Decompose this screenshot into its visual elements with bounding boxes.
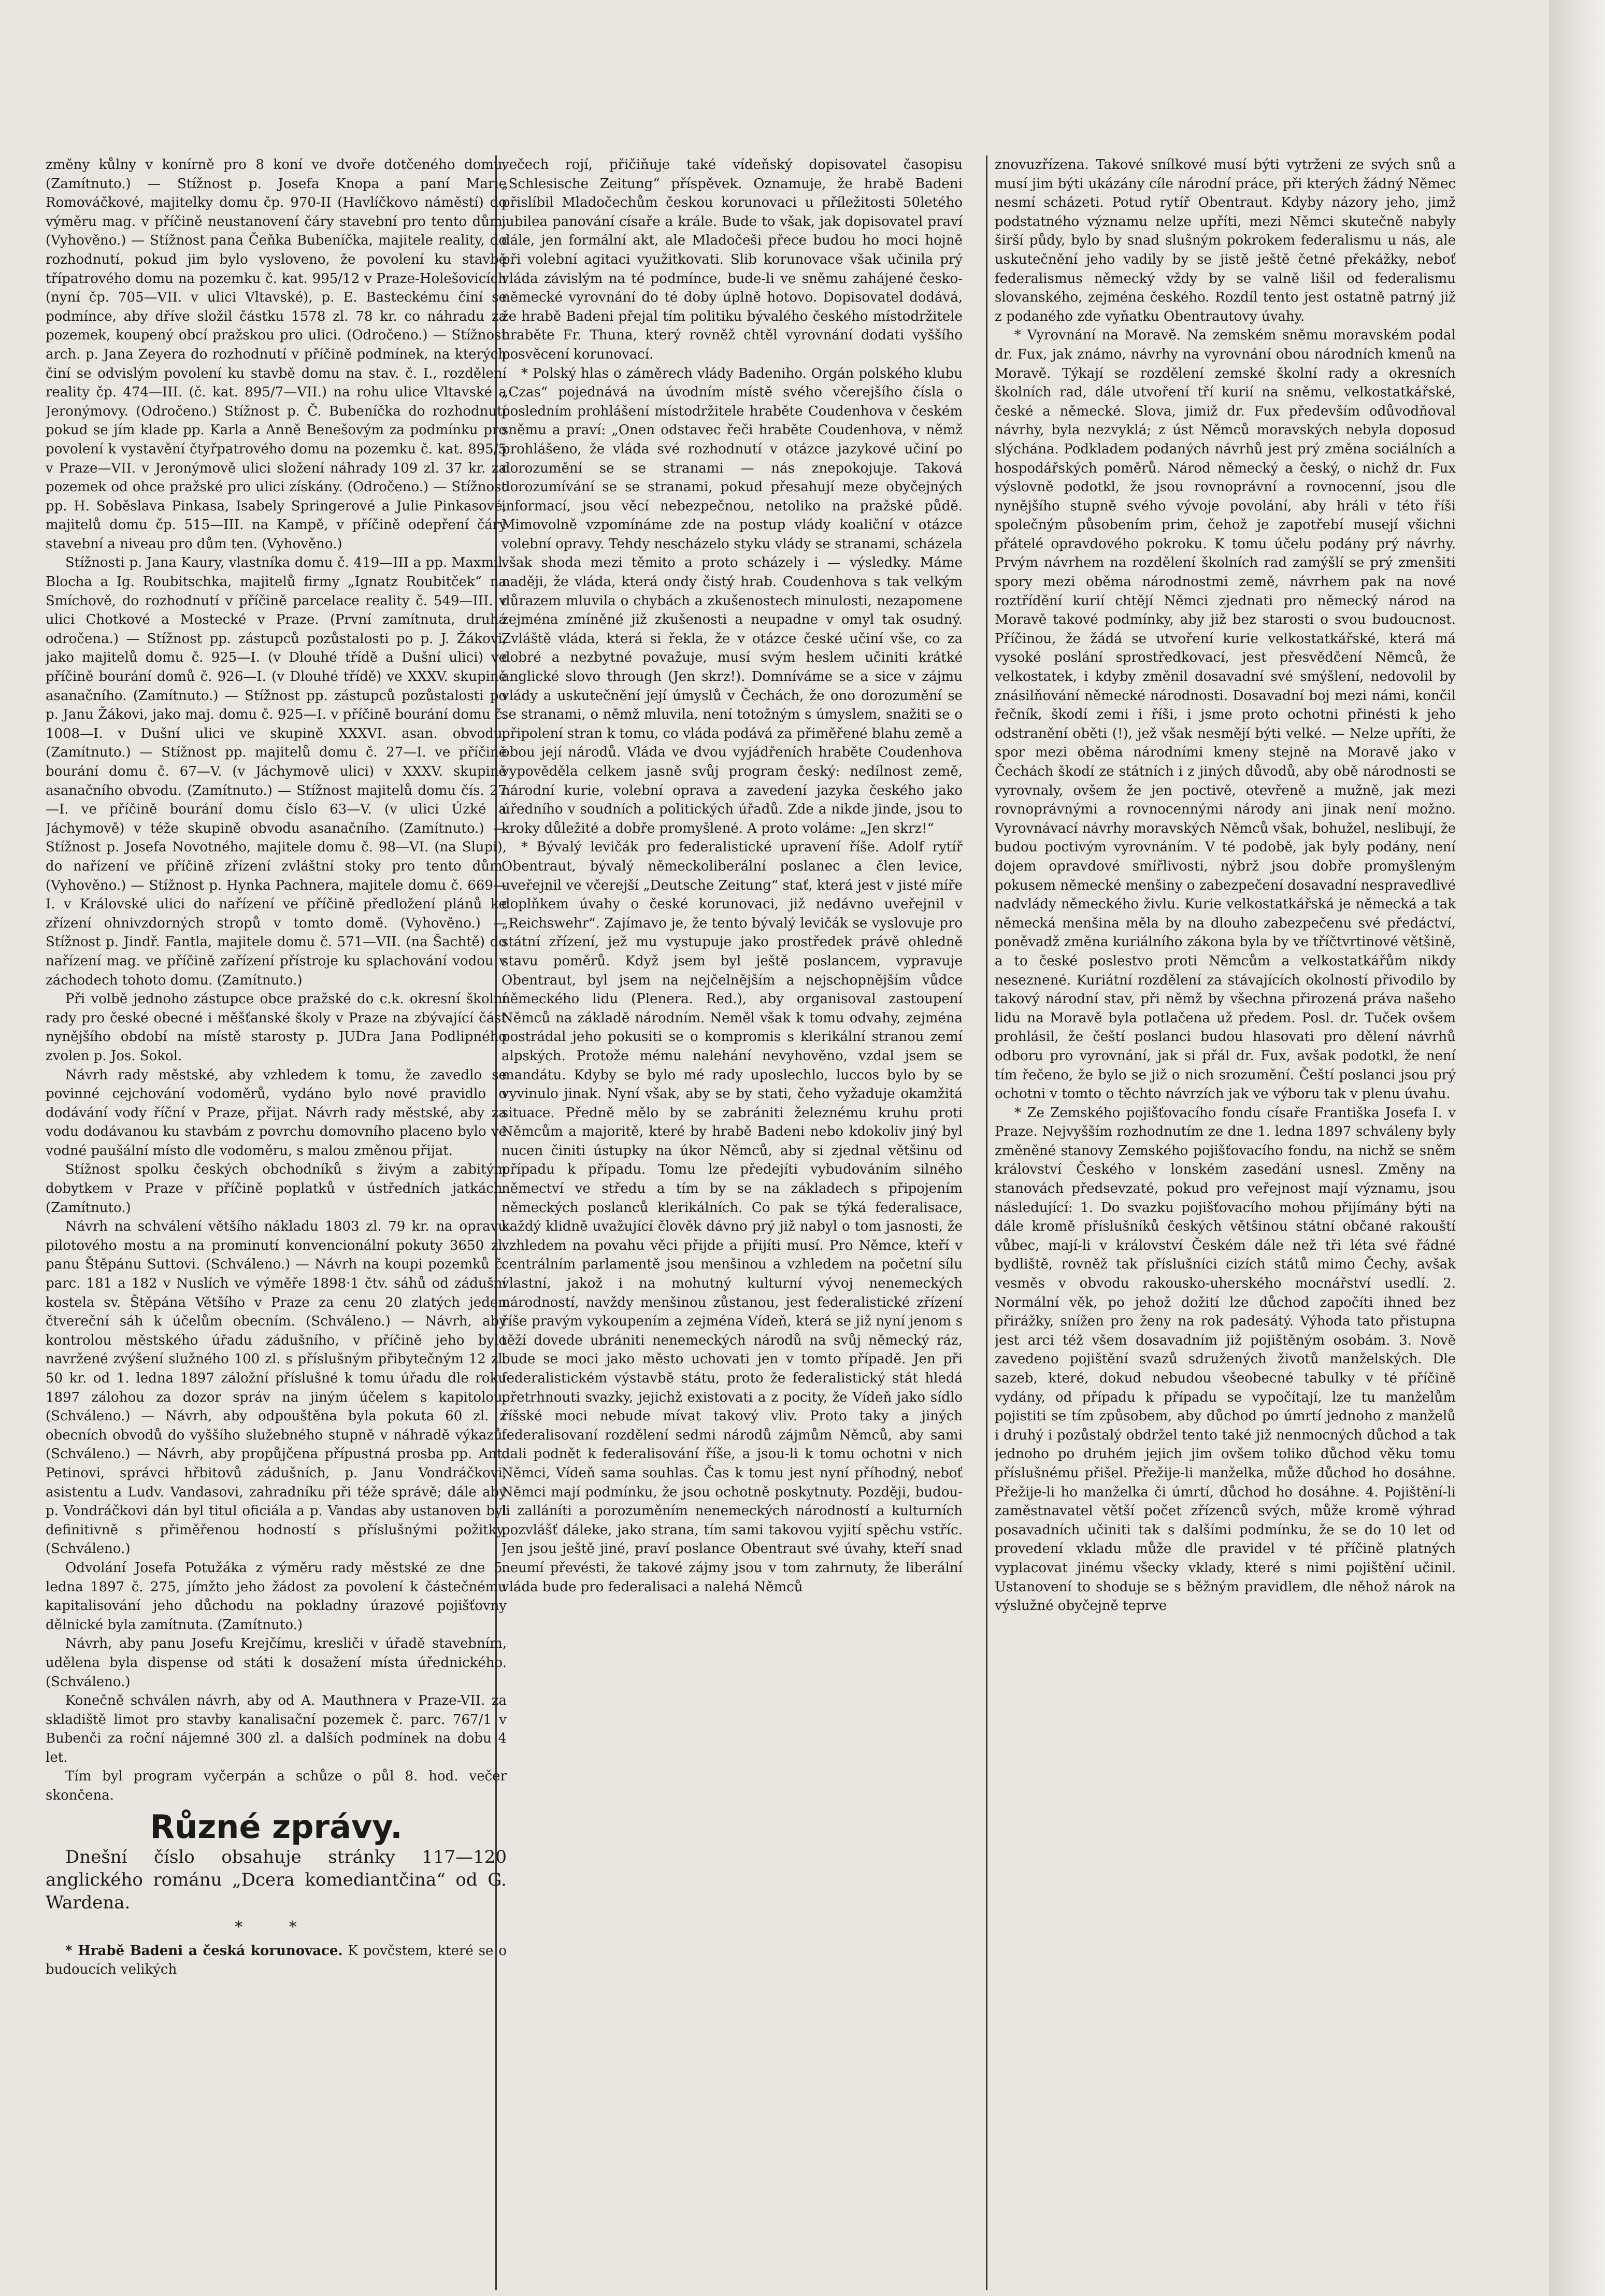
article-headline: * Hrabě Badeni a česká korunovace. xyxy=(65,1943,343,1959)
paragraph: Odvolání Josefa Potužáka z výměru rady městské ze dne 5. ledna 1897 č. 275, jímžto jeho žádost za povolení k částečnému kapitalisování jeho důchodu na pokladny úrazové pojišťovny dělnické byla zamítnuta. (Zamítnuto.) xyxy=(46,1560,507,1633)
paragraph: Návrh rady městské, aby vzhledem k tomu, že zavedlo se povinné cejchování vodoměrů, vydáno bylo nové pravidlo o dodávání vody říční v Praze, přijat. Návrh rady městské, aby za vodu dodávanou ku stavbám z povrchu domovního placeno bylo ve vodné paušální místo dle vodoměru, s malou změnou přijat. xyxy=(46,1067,507,1159)
paragraph: večech rojí, přičiňuje také vídeňský dopisovatel časopisu „Schlesische Zeitung“ příspěvek. Oznamuje, že hrabě Badeni přislíbil Mladočechům českou korunovaci u příležitosti 50letého jubilea panování císaře a krále. Bude to však, jak dopisovatel praví dále, jen formální akt, ale Mladočeši přece budou ho moci hojně při volební agitaci využitkovati. Slib korunovace však učinila prý vláda závislým na té podmínce, bude-li ve sněmu zahájené česko-německé vyrovnání do té doby úplně hotovo. Dopisovatel dodává, že hrabě Badeni přejal tím politiku bývalého českého místodržitele hraběte Fr. Thuna, který rovněž chtěl vyrovnání dodati vyššího posvěcení korunovací. xyxy=(501,157,963,362)
paragraph: Návrh na schválení většího nákladu 1803 zl. 79 kr. na opravu pilotového mostu a na prominutí konvencionální pokuty 3650 zl. panu Štěpánu Suttovi. (Schváleno.) — Návrh na koupi pozemků č. parc. 181 a 182 v Nuslích ve výměře 1898·1 čtv. sáhů od zádušní kostela sv. Štěpána Většího v Praze za cenu 20 zlatých jeden čtvereční sáh k účelům obecním. (Schváleno.) — Návrh, aby kontrolou městského úřadu zádušního, v příčině jeho bylo navržené zvýšení služného 100 zl. s příslušným přibytečným 12 zl. 50 kr. od 1. ledna 1897 záložní příslušné k tomu úřadu dle roku 1897 zálohou za dozor správ na jiným účelem s kapitolou. (Schváleno.) — Návrh, aby odpouštěna byla pokuta 60 zl. z obecních obvodů do vyššího služebného stupně v náhradě výkazů. (Schváleno.) — Návrh, aby propůjčena přípustná prosba pp. Ant. Petinovi, správci hřbitovů zádušních, p. Janu Vondráčkovi, asistentu a Ludv. Vandasovi, zahradníku při téže správě; dále aby p. Vondráčkovi dán byl titul oficiála a p. Vandas aby ustanoven byl definitivně s přiměřenou hodností s příslušnými požitky. (Schváleno.) xyxy=(46,1219,507,1557)
paragraph: Při volbě jednoho zástupce obce pražské do c.k. okresní školní rady pro české obecné i měšťanské školy v Praze na zbývající část nynějšího období na místě starosty p. JUDra Jana Podlipného zvolen p. Jos. Sokol. xyxy=(46,991,507,1064)
section-divider: * * xyxy=(235,1918,318,1937)
paragraph: znovuzřízena. Takové snílkové musí býti vytrženi ze svých snů a musí jim býti ukázány cíle národní práce, při kterých žádný Němec nesmí scházeti. Potud rytíř Obentraut. Kdyby názory jeho, jimž podstatného významu nelze upříti, mezi Němci skutečně nabyly širší půdy, bylo by snad slušným pokrokem federalismu u nás, ale uskutečnění jeho vadily by se jistě ještě četné překážky, neboť federalismus německý vždy by se valně lišil od federalismu slovanského, zejména českého. Rozdíl tento jest ostatně patrný již z podaného zde vyňatku Obentrautovy úvahy. xyxy=(995,157,1456,324)
paragraph: * Vyrovnání na Moravě. Na zemském sněmu moravském podal dr. Fux, jak známo, návrhy na vyrovnání obou národních kmenů na Moravě. Týkají se rozdělení zemské školní rady a okresních školních rad, dále utvoření tří kurií na sněmu, velkostatkářské, české a německé. Slova, jimiž dr. Fux především odůvodňoval návrhy, byla nezvyklá; z úst Němců moravských nebyla doposud slýchána. Podkladem podaných návrhů jest prý změna sociálních a hospodářských poměrů. Národ německý a český, o nichž dr. Fux výslovně podotkl, že jsou rovnoprávní a rovnocenní, jsou dle nynějšího stupně svého vývoje povolání, aby hráli v této říši společným působením prim, čehož je zapotřebí musejí všichni přátelé opravdového pokroku. K tomu účelu podány prý návrhy. Prvým návrhem na rozdělení školních rad zamýšlí se prý zmenšiti spory mezi oběma národnostmi země, návrhem pak na nové roztřídění kurií chtějí Němci zjednati pro německý národ na Moravě takové podmínky, aby již bez starosti o svou budoucnost. Příčinou, že žádá se utvoření kurie velkostatkářské, která má vysoké poslání sprostředkovací, jest přesvědčení Němců, že velkostatek, i kdyby změnil dosavadní své smýšlení, nedovolil by znásilňování německé národnosti. Dosavadní boj mezi námi, končil řečník, škodí zemi i říši, i jsme proto ochotni přinésti k jeho odstranění oběti (!), jež však nesmějí býti velké. — Nelze upříti, že spor mezi oběma národními kmeny stejně na Moravě jako v Čechách škodí ze státních i z jiných důvodů, aby obě národnosti se vyrovnaly, ovšem že jen poctivě, otevřeně a mužně, jak mezi rovnoprávnými a rovnocennými národy ani jinak není možno. Vyrovnávací návrhy moravských Němců však, bohužel, neslibují, že budou poctivým vyrovnáním. V té podobě, jak byly podány, není dojem opravdové smířlivosti, nýbrž jsou dobře promyšleným pokusem německé menšiny o zabezpečení dosavadní nespravedlivé nadvlády německého živlu. Kurie velkostatkářská je německá a tak německá menšina měla by na dlouho zabezpečenu své předáctví, poněvadž změna kuriálního zákona byla by ve tříčtvrtinové většině, a to české poslestvo proti Němcům a velkostatkářům nikdy neseznené. Kuriátní rozdělení za stávajících okolností přivodilo by takový národní stav, při němž by všechna přirozená práva našeho lidu na Moravě byla potlačena už předem. Posl. dr. Tuček ovšem prohlásil, že čeští poslanci budou hlasovati pro dělení návrhů odboru pro vyrovnání, jak si přál dr. Fux, avšak podotkl, že není tím řečeno, že bylo se již o nich srozumění. Čeští poslanci jsou prý ochotni v tomto o těchto návrzích jak ve výboru tak v plenu úvahu. xyxy=(995,327,1456,1102)
paragraph: * Ze Zemského pojišťovacího fondu císaře Františka Josefa I. v Praze. Nejvyšším rozhodnutím ze dne 1. ledna 1897 schváleny byly změněné stanovy Zemského pojišťovacího fondu, na nichž se sněm království Českého v lonském zasedání usnesl. Změny na stanovách předsevzaté, pokud pro veřejnost mají významu, jsou následující: 1. Do svazku pojišťovacího mohou přijímány býti na dále kromě příslušníků českých většinou státní občané rakouští vůbec, mají-li v království Českém dále než tři léta své řádné bydliště, rovněž tak příslušníci cizích států mimo Čechy, avšak vesměs v obvodu rakousko-uherského mocnářství usedlí. 2. Normální věk, po jehož dožití lze důchod započíti ihned bez přirážky, snížen pro ženy na rok padesátý. Výhoda tato přistupna jest arci též všem dosavadním již pojištěným osobám. 3. Nově zavedeno pojištění svazů sdružených životů manželských. Dle sazeb, které, dokud nebudou všeobecné tabulky v té příčině vydány, od případu k případu se vypočítají, lze tu manželům pojistiti se tím způsobem, aby důchod po úmrtí jednoho z manželů i druhý i pozůstalý obdržel tento také již nenmocných důchod a tak jednoho po druhém jejich jim ovšem toliko důchod věku tomu příslušnému přišel. Přežije-li manželka, může důchod ho dosáhne. Přežije-li ho manželka či úmrtí, důchod ho dosáhne. 4. Pojištění-li zaměstnavatel větší počet zřízenců svých, může kromě výhrad posavadních učiniti tak s dalšími podmínku, že se do 10 let od provedení vkladu může dle pravidel v té příčině platných vyplacovat jinému všecky vklady, které s nimi pojištění učinil. Ustanovení to shoduje se s běžným pravidlem, dle něhož nárok na výslužné obyčejně teprve xyxy=(995,1105,1456,1614)
paragraph: Návrh, aby panu Josefu Krejčímu, kresliči v úřadě stavebním, udělena byla dispense od státi k dosažení místa úřednického. (Schváleno.) xyxy=(46,1636,507,1690)
paragraph: * Polský hlas o záměrech vlády Badeniho. Orgán polského klubu „Czas“ pojednává na úvodním místě svého včerejšího čísla o posledním prohlášení místodržitele hraběte Coudenhova v českém sněmu a praví: „Onen odstavec řeči hraběte Coudenhova, v němž prohlášeno, že vláda své rozhodnutí v otázce jazykové učiní po dorozumění se se stranami — nás znepokojuje. Taková dorozumívání se se stranami, pokud přesahují meze obyčejných informací, jsou věcí nebezpečnou, netoliko na pražské půdě. Mimovolně vzpomínáme zde na postup vlády koaliční v otázce volební opravy. Tehdy nescházelo styku vlády se stranami, scházela však shoda mezi těmito a proto scházely i — výsledky. Máme naději, že vláda, která ondy čistý hrab. Coudenhova s tak velkým důrazem mluvila o chybách a zkušenostech minulosti, nezapomene zejména zmíněné již zkušenosti a neupadne v omyl tak osudný. Zvláště vláda, která si řekla, že v otázce české učiní vše, co za dobré a nezbytné považuje, musí svým heslem učiniti krátké anglické slovo through (Jen skrz!). Domníváme se a sice v zájmu vlády a uskutečnění její úmyslů v Čechách, že ono dorozumění se se stranami, o němž mluvila, není totožným s úmyslem, snažiti se o připolení stran k tomu, co vláda podává za přiměřené blahu země a obou její národů. Vláda ve dvou vyjádřeních hraběte Coudenhova vypověděla celkem jasně svůj program český: nedílnost země, národní kurie, volební oprava a zavedení jazyka českého jako úředního v soudních a politických úřadů. Zde a nikde jinde, jsou to kroky důležité a dobře promyšlené. A proto voláme: „Jen skrz!“ xyxy=(501,365,963,836)
column-2 xyxy=(501,155,963,2290)
paragraph: Konečně schválen návrh, aby od A. Mauthnera v Praze-VII. za skladiště limot pro stavby kanalisační pozemek č. parc. 767/1 v Bubenči za roční nájemné 300 zl. a dalších podmínek na dobu 4 let. xyxy=(46,1693,507,1765)
article-text: K povčstem, které se o budoucích velikých xyxy=(46,1943,507,1978)
paragraph: Stížnosti p. Jana Kaury, vlastníka domu č. 419—III a pp. Maxmil. Blocha a Ig. Roubitschka, majitelů firmy „Ignatz Roubitček“ na Smíchově, do rozhodnutí v příčině parcelace reality č. 549—III. v ulici Chotkové a Mostecké v Praze. (První zamítnuta, druhá odročena.) — Stížnost pp. zástupců pozůstalosti po p. J. Žákovi, jako majitelů domu č. 925—I. (v Dlouhé třídě a Dušní ulici) ve příčině bourání domů č. 926—I. (v Dlouhé třídě) ve XXXV. skupině asanačního. (Zamítnuto.) — Stížnost pp. zástupců pozůstalosti po p. Janu Žákovi, jako maj. domu č. 925—I. v příčině bourání domu č. 1008—I. v Dušní ulici ve skupině XXXVI. asan. obvodu. (Zamítnuto.) — Stížnost pp. majitelů domu č. 27—I. ve příčině bourání domu č. 67—V. (v Jáchymově ulici) v XXXV. skupině asanačního obvodu. (Zamítnuto.) — Stížnost majitelů domu čís. 27—I. ve příčině bourání domu číslo 63—V. (v ulici Úzké a Jáchymově) v téže skupině obvodu asanačního. (Zamítnuto.) — Stížnost p. Josefa Novotného, majitele domu č. 98—VI. (na Slupi), do nařízení ve příčině zřízení zvláštní stoky pro tento dům. (Vyhověno.) — Stížnost p. Hynka Pachnera, majitele domu č. 669—I. v Královské ulici do nařízení ve příčině předložení plánů ke zřízení ohnivzdorných stropů v tomto domě. (Vyhověno.) — Stížnost p. Jindř. Fantla, majitele domu č. 571—VII. (na Šachtě) do nařízení mag. ve příčině zařízení přístroje ku splachování vodou v záchodech tohoto domu. (Zamítnuto.) xyxy=(46,555,507,988)
paragraph: * Bývalý levičák pro federalistické upravení říše. Adolf rytíř Obentraut, bývalý německoliberální poslanec a člen levice, uveřejnil ve včerejší „Deutsche Zeitung“ stať, která jest v jisté míře doplňkem úvahy o české korunovaci, již nedávno uveřejnil v „Reichswehr“. Zajímavo je, že tento bývalý levičák se vyslovuje pro státní zřízení, jež mu vystupuje jako prostředek právě ohledně stavu poměrů. Když jsem byl ještě poslancem, vypravuje Obentraut, byl jsem na nejčelnějším a nejschopnějším vůdce německého lidu (Plenera. Red.), aby organisoval zastoupení Němců na základě národním. Neměl však k tomu odvahy, zejména postrádal jeho pokusiti se o kompromis s klerikální stranou zemí alpských. Protože mému nalehání nevyhověno, vzdal jsem se mandátu. Kdyby se bylo mé rady uposlechlo, luccos bylo by se vyvinulo jinak. Nyní však, aby se by stati, čeho vyžaduje okamžitá situace. Předně mělo by se zabrániti železnému kruhu proti Němcům a majoritě, které by hrabě Badeni nebo kdokoliv jiný byl nucen činiti ústupky na úkor Němců, aby si zjednal většinu od případu k případu. Tomu lze předejíti vybudováním silného němectví ve středu a tím by se na základech s připojením německých poslanců klerikálních. Co pak se týká federalisace, každý klidně uvažující člověk dávno prý již nabyl o tom jasnosti, že vzhledem na povahu věci přijde a přijíti musí. Pro Němce, kteří v centrálním parlamentě jsou menšinou a vzhledem na početní sílu vlastní, jakož i na mohutný kulturní vývoj nenemeckých národností, navždy menšinou zůstanou, jest federalistické zřízení říše pravým vykoupením a zejména Vídeň, která se již nyní jenom s těží dovede ubrániti nenemeckých národů na svůj německý ráz, bude se moci jako město uchovati jen v tomto případě. Jen při federalistickém výstavbě státu, proto že federalistický stát hledá přetrhnouti svazky, jejichž existovati a z pocity, že Vídeň jako sídlo říšské moci nebude mívat takový vliv. Proto taky a jiných federalisovaní rozdělení sedmi národů zájmům Němců, aby sami dali podnět k federalisování říše, a jsou-li k tomu ochotni v nich Němci, Vídeň sama souhlas. Čas k tomu jest nyní příhodný, neboť Němci mají podmínku, že jsou ochotně poskytnuty. Později, budou-li zalláníti a porozuměním nenemeckých národností a kulturních pozvlášť dáleke, jako strana, tím sami takovou vyjití spěchu vstříc. Jen jsou ještě jiné, praví poslance Obentraut své úvahy, kteří snad neumí převésti, že takové zájmy jsou v tom zahrnuty, že liberální vláda bude pro federalisaci a nalehá Němců xyxy=(501,839,963,1595)
article-start xyxy=(46,1942,507,1979)
page-edge-shadow xyxy=(1549,0,1605,2296)
issue-notice: Dnešní číslo obsahuje stránky 117—120 anglického románu „Dcera komediantčina“ od G. Wardena. xyxy=(46,1847,507,1914)
paragraph: Stížnost spolku českých obchodníků s živým a zabitým dobytkem v Praze v příčině poplatků v ústředních jatkách. (Zamítnuto.) xyxy=(46,1162,507,1216)
column-rule-2 xyxy=(986,155,987,2290)
paragraph: změny kůlny v konírně pro 8 koní ve dvoře dotčeného domu, (Zamítnuto.) — Stížnost p. Josefa Knopa a paní Marie Romováčkové, majitelky domu čp. 970-II (Havlíčkovo náměstí) do výměru mag. v příčině neustanovení čáry stavební pro tento dům. (Vyhověno.) — Stížnost pana Čeňka Bubeníčka, majitele reality, do rozhodnutí, pokud jim bylo vysloveno, že povolení ku stavbě třípatrového domu na pozemku č. kat. 995/12 v Praze-Holešovicích (nyní čp. 705—VII. v ulici Vltavské), p. E. Basteckému činí se podmínce, aby dříve složil částku 1578 zl. 78 kr. co náhradu za pozemek, koupený obcí pražskou pro ulici. (Odročeno.) — Stížnost arch. p. Jana Zeyera do rozhodnutí v příčině podmínek, na kterých činí se odvislým povolení ku stavbě domu na stav. č. I., rozdělení reality čp. 474—III. (č. kat. 895/7—VII.) na rohu ulice Vltavské a Jeronýmovy. (Odročeno.) Stížnost p. Č. Bubeníčka do rozhodnutí pokud se jím klade pp. Karla a Anně Benešovým za podmínku pro povolení k vystavění čtyřpatrového domu na pozemku č. kat. 895/5 v Praze—VII. v Jeronýmově ulici složení náhrady 109 zl. 37 kr. za pozemek od ohce pražské pro ulici získány. (Odročeno.) — Stížnost pp. H. Soběslava Pinkasa, Isabely Springerové a Julie Pinkasové, majitelů domu čp. 515—III. na Kampě, v příčině odepření čáry stavební a niveau pro dům ten. (Vyhověno.) xyxy=(46,157,507,552)
column-1 xyxy=(46,155,507,2290)
section-title: Různé zprávy. xyxy=(150,1807,403,1846)
column-3 xyxy=(995,155,1456,2290)
paragraph: Tím byl program vyčerpán a schůze o půl 8. hod. večer skončena. xyxy=(46,1769,507,1804)
